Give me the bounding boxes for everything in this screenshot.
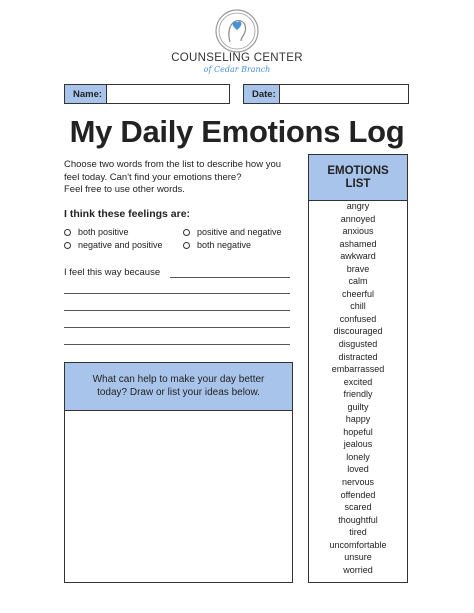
emotion-item: scared xyxy=(344,502,372,513)
emotion-item: cheerful xyxy=(341,288,375,299)
emotion-item: confused xyxy=(339,313,377,324)
emotion-item: thoughtful xyxy=(338,514,378,525)
date-field[interactable] xyxy=(243,84,409,104)
emotion-item: ashamed xyxy=(339,238,377,249)
emotion-item: distracted xyxy=(338,351,378,362)
emotions-header-line: LIST xyxy=(345,178,371,190)
emotion-item: uncomfortable xyxy=(329,539,387,550)
option-label: both negative xyxy=(197,240,252,250)
emotions-list-panel xyxy=(308,154,408,583)
emotion-item: excited xyxy=(343,376,373,387)
emotion-item: annoyed xyxy=(340,213,376,224)
emotion-item: chill xyxy=(350,301,366,312)
emotion-item: calm xyxy=(348,276,368,287)
emotion-item: hopeful xyxy=(343,426,373,437)
emotion-item: offended xyxy=(340,489,376,500)
emotion-item: tired xyxy=(349,527,367,538)
option-both-positive[interactable] xyxy=(64,227,129,237)
emotion-item: jealous xyxy=(343,439,373,450)
ideas-drawing-box[interactable] xyxy=(64,362,293,583)
emotion-item: anxious xyxy=(342,226,374,237)
option-both-negative[interactable] xyxy=(183,240,251,250)
emotion-item: angry xyxy=(346,201,370,211)
option-positive-and-negative[interactable] xyxy=(183,227,282,237)
name-field[interactable] xyxy=(64,84,230,104)
ideas-header-line: today? Draw or list your ideas below. xyxy=(97,386,260,398)
ideas-header-line: What can help to make your day better xyxy=(92,374,265,385)
emotions-list-header xyxy=(309,155,407,201)
counseling-center-logo-icon xyxy=(214,8,260,54)
writing-line[interactable] xyxy=(64,310,290,311)
emotion-item: unsure xyxy=(344,552,372,563)
radio-icon[interactable] xyxy=(64,242,71,249)
writing-line[interactable] xyxy=(64,344,290,345)
emotion-item: nervous xyxy=(341,477,375,488)
radio-icon[interactable] xyxy=(64,229,71,236)
emotion-item: happy xyxy=(345,414,371,425)
option-negative-and-positive[interactable] xyxy=(64,240,163,250)
instruction-line: Feel free to use other words. xyxy=(64,184,185,196)
emotions-header-line: EMOTIONS xyxy=(327,165,389,177)
writing-line[interactable] xyxy=(170,277,290,278)
radio-icon[interactable] xyxy=(183,242,190,249)
writing-line[interactable] xyxy=(64,327,290,328)
page-title: My Daily Emotions Log xyxy=(69,114,405,149)
name-input[interactable] xyxy=(107,85,229,103)
feelings-heading: I think these feelings are: xyxy=(64,208,191,220)
option-label: positive and negative xyxy=(197,227,282,237)
instruction-line: feel today. Can't find your emotions there? xyxy=(64,171,242,183)
emotion-item: loved xyxy=(347,464,369,475)
ideas-box-header xyxy=(65,363,292,411)
option-label: negative and positive xyxy=(78,240,163,250)
date-input[interactable] xyxy=(280,85,408,103)
emotion-item: guilty xyxy=(347,401,369,412)
brand-subtitle: of Cedar Branch xyxy=(203,65,271,74)
emotion-item: disgusted xyxy=(338,339,378,350)
emotion-item: friendly xyxy=(343,389,373,400)
instructions xyxy=(64,159,304,197)
emotions-list xyxy=(309,200,407,576)
brand-name: COUNSELING CENTER xyxy=(171,52,303,64)
writing-line[interactable] xyxy=(64,293,290,294)
emotion-item: awkward xyxy=(340,251,376,262)
emotion-item: brave xyxy=(346,263,370,274)
option-label: both positive xyxy=(78,227,129,237)
emotion-item: worried xyxy=(343,564,373,575)
because-label: I feel this way because xyxy=(64,267,161,278)
emotion-item: lonely xyxy=(346,451,370,462)
instruction-line: Choose two words from the list to describe how you xyxy=(64,159,282,170)
emotion-item: embarrassed xyxy=(331,364,385,375)
name-label: Name: xyxy=(65,85,107,103)
emotion-item: discouraged xyxy=(333,326,383,337)
radio-icon[interactable] xyxy=(183,229,190,236)
date-label: Date: xyxy=(244,85,280,103)
